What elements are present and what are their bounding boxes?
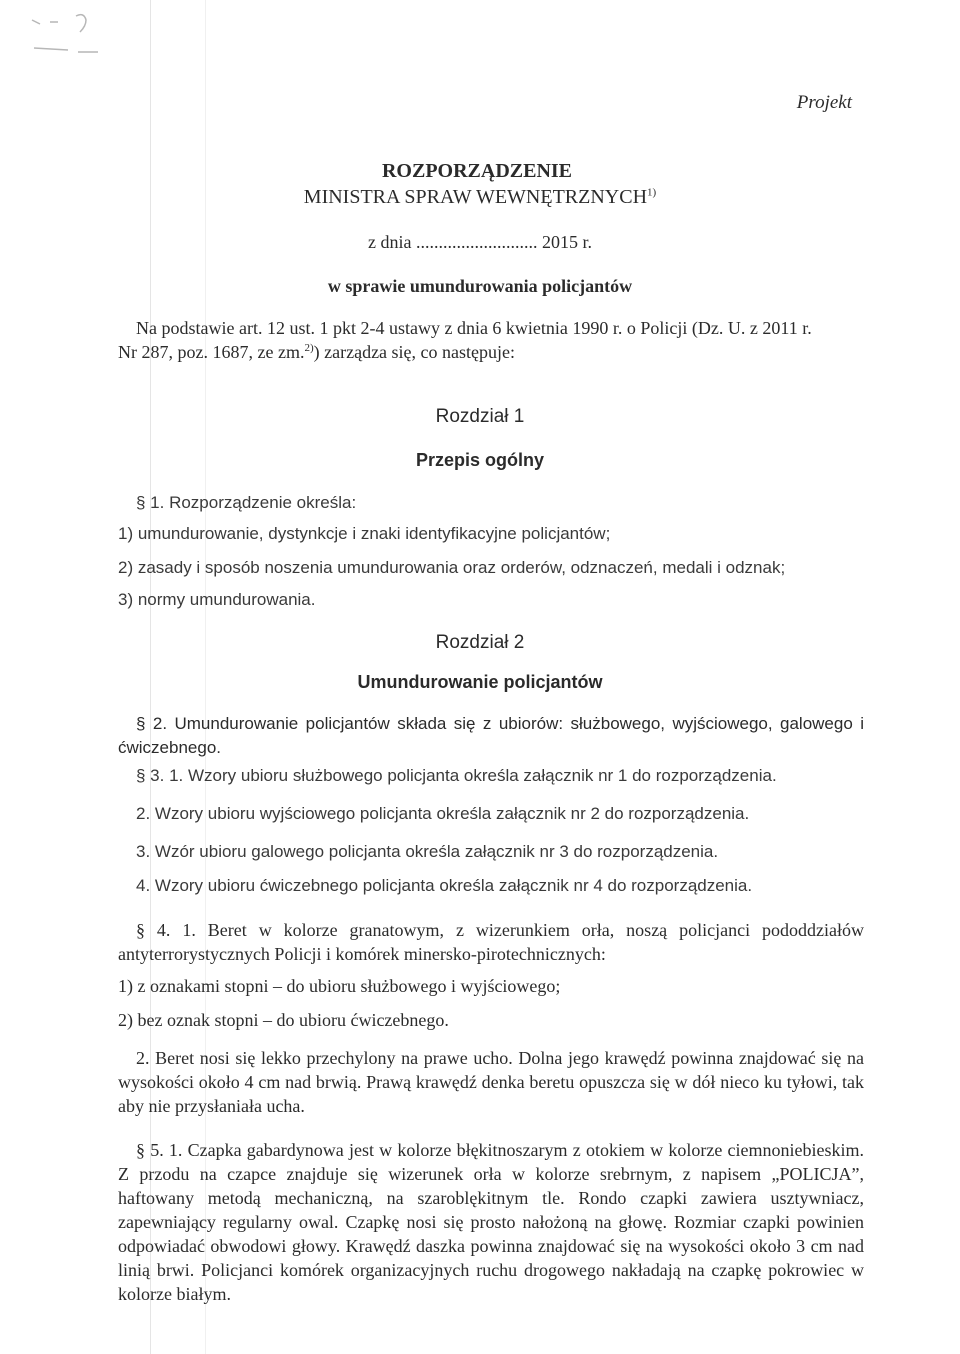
par3-item: 2. Wzory ubioru wyjściowego policjanta określa załącznik nr 2 do rozporządzenia. [136, 804, 750, 823]
par5-1-text: § 5. 1. Czapka gabardynowa jest w kolorze błękitnoszarym z otokiem w kolorze ciemnoniebieskim. Z przodu na czapce znajduje się wizerunek orła w kolorze srebrnym, z napisem „POLICJA”, haftowany metodą mechaniczną, na szaroblękitnym tle. Rondo czapki zawiera usztywniacz, zapewniający regularny owal. Czapkę nosi się prosto nałożoną na głowę. Rozmiar czapki powinien odpowiadać obwodowi głowy. Krawędź daszka powinna znajdować się na wysokości około 3 cm nad linią brwi. Policjanci komórek organizacyjnych ruchu drogowego nakładają na czapkę pokrowiec w kolorze białym. [118, 1140, 864, 1304]
par3-item: § 3. 1. Wzory ubioru służbowego policjanta określa załącznik nr 1 do rozporządzenia. [136, 766, 777, 785]
chapter2-label: Rozdział 2 [435, 632, 525, 653]
projekt-label: Projekt [796, 92, 852, 113]
chapter1-title: Przepis ogólny [415, 450, 545, 470]
par2-text: § 2. Umundurowanie policjantów składa się z ubiorów: służbowego, wyjściowego, galowego i ćwiczebnego. [118, 714, 864, 757]
par1-intro: § 1. Rozporządzenie określa: [136, 493, 357, 512]
par4-1-text: § 4. 1. Beret w kolorze granatowym, z wizerunkiem orła, noszą policjanci pododdziałów antyterrorystycznych Policji i komórek minersko-pirotechnicznych: [118, 920, 864, 964]
preamble-line1: Na podstawie art. 12 ust. 1 pkt 2-4 ustawy z dnia 6 kwietnia 1990 r. o Policji (Dz. U. z 2011 r. [136, 318, 812, 338]
scan-corner-mark [28, 10, 118, 58]
chapter2-title: Umundurowanie policjantów [357, 672, 603, 692]
preamble-line2: Nr 287, poz. 1687, ze zm.$^{2)}$) zarządza się, co następuje: [118, 342, 516, 362]
date-line: z dnia ........................... 2015 r. [368, 232, 592, 252]
par1-item: 2) zasady i sposób noszenia umundurowania oraz orderów, odznaczeń, medali i odznak; [118, 558, 786, 577]
par1-item: 3) normy umundurowania. [118, 590, 316, 609]
document-subject: w sprawie umundurowania policjantów [327, 276, 633, 296]
footnote-ref: 2) [304, 342, 314, 354]
par3-item: 3. Wzór ubioru galowego policjanta określa załącznik nr 3 do rozporządzenia. [136, 842, 719, 861]
document-title-line2: MINISTRA SPRAW WEWNĘTRZNYCH$^{1)}$ [303, 186, 657, 208]
par3-item: 4. Wzory ubioru ćwiczebnego policjanta określa załącznik nr 4 do rozporządzenia. [136, 876, 753, 895]
document-title-line1: ROZPORZĄDZENIE [381, 160, 573, 182]
footnote-ref: 1) [647, 186, 657, 199]
chapter1-label: Rozdział 1 [435, 406, 525, 427]
par4-2-text: 2. Beret nosi się lekko przechylony na prawe ucho. Dolna jego krawędź powinna znajdować się na wysokości około 4 cm nad brwią. Prawą krawędź denka beretu opuszcza się w dół nieco ku tyłowi, tak aby nie przysłaniała ucha. [118, 1048, 864, 1116]
par4-item: 1) z oznakami stopni – do ubioru służbowego i wyjściowego; [118, 976, 561, 996]
par1-item: 1) umundurowanie, dystynkcje i znaki identyfikacyjne policjantów; [118, 524, 611, 543]
par4-item: 2) bez oznak stopni – do ubioru ćwiczebnego. [118, 1010, 449, 1030]
